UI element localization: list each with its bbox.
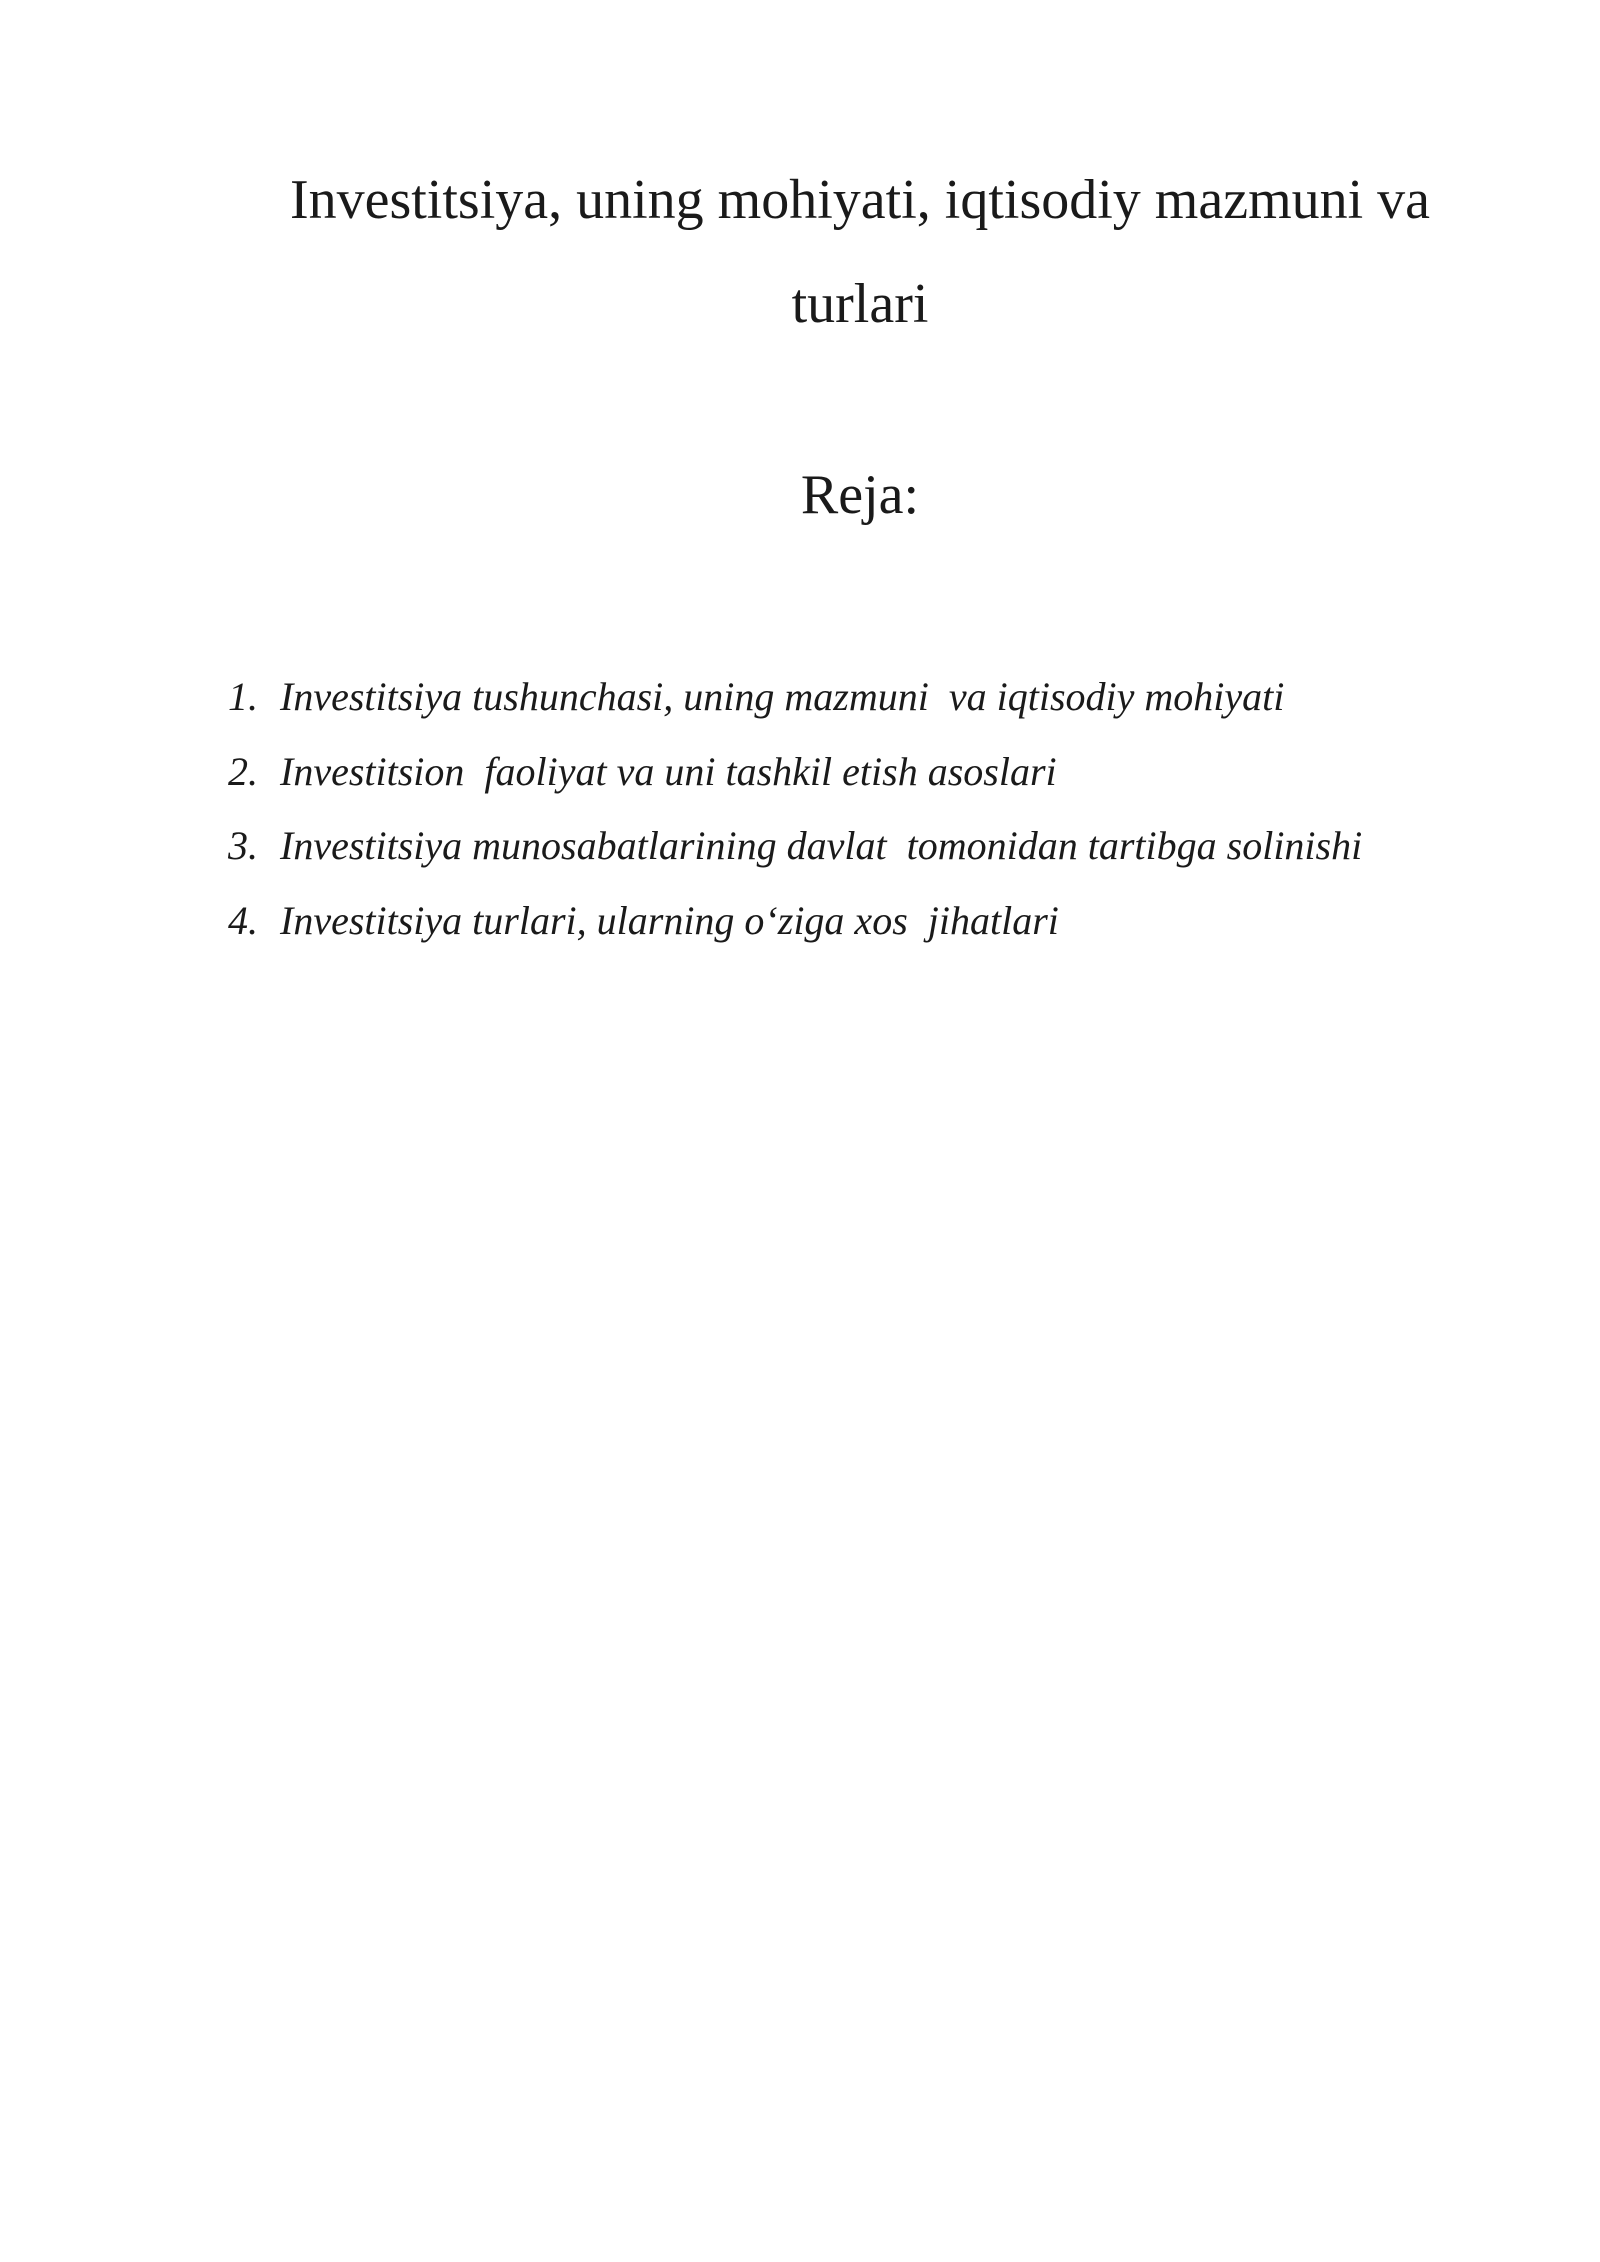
plan-item-number: 4. xyxy=(228,897,258,943)
plan-item-text: Investitsiya turlari, ularning o‘ziga xos jihatlari xyxy=(280,897,1059,943)
title-line-2: turlari xyxy=(791,273,929,335)
plan-list xyxy=(228,660,1528,958)
plan-heading: Reja: xyxy=(800,464,920,526)
plan-item-3 xyxy=(228,809,1528,884)
plan-item-text: Investitsiya munosabatlarining davlat tomonidan tartibga solinishi xyxy=(280,823,1363,868)
plan-item-text: Investitsion faoliyat va uni tashkil etish asoslari xyxy=(280,748,1057,794)
plan-item-2 xyxy=(228,735,1528,810)
plan-item-text: Investitsiya tushunchasi, uning mazmuni va iqtisodiy mohiyati xyxy=(280,674,1285,719)
plan-item-4 xyxy=(228,884,1528,959)
plan-item-number: 2. xyxy=(228,748,258,794)
title-line-1: Investitsiya, uning mohiyati, iqtisodiy mazmuni va xyxy=(289,169,1431,231)
plan-item-number: 3. xyxy=(228,823,258,868)
plan-item-1 xyxy=(228,660,1528,735)
document-title xyxy=(200,148,1520,356)
plan-item-number: 1. xyxy=(228,674,258,719)
